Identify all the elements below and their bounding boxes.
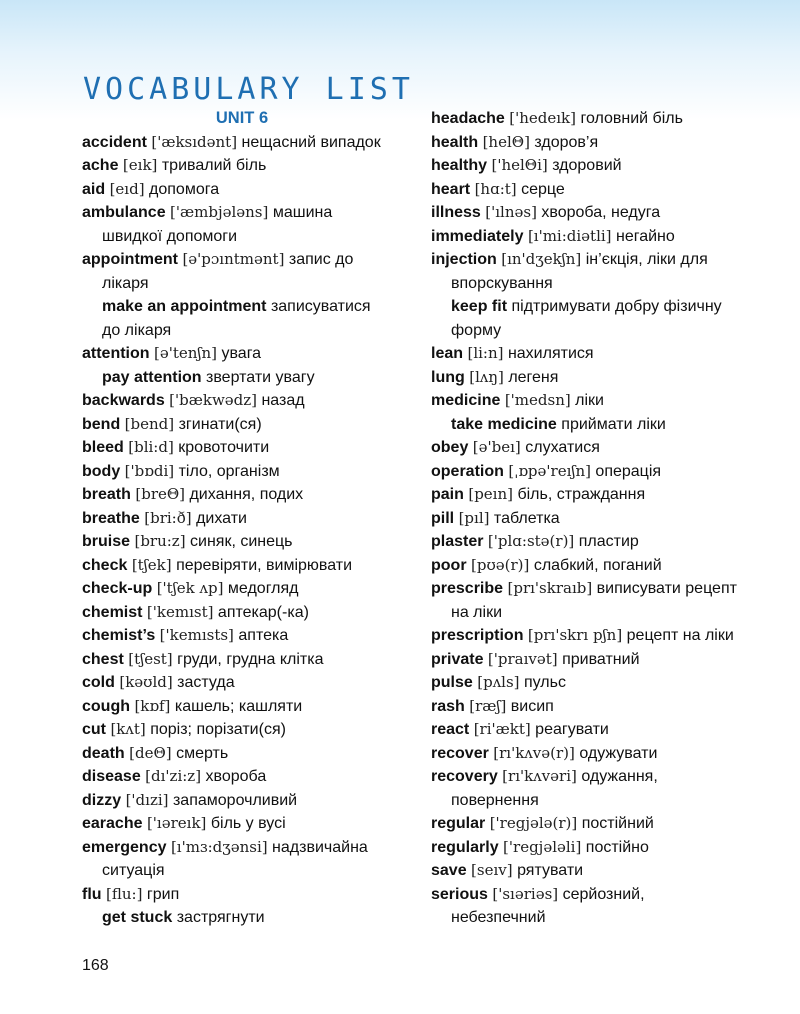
vocab-line (82, 201, 402, 225)
headword: get stuck (102, 909, 173, 926)
vocab-line (431, 342, 761, 366)
transcription: [bri:ð] (144, 508, 192, 527)
transcription: ['bækwədz] (169, 391, 258, 409)
headword: serious (431, 885, 488, 903)
transcription: [peın] (468, 485, 513, 503)
vocab-line (82, 413, 402, 437)
translation: рятувати (517, 862, 584, 879)
transcription: ['bɒdi] (124, 461, 175, 480)
transcription: ['regjələ(r)] (489, 814, 578, 832)
vocab-line (431, 413, 761, 437)
headword: chest (82, 650, 124, 668)
vocab-line (82, 648, 402, 672)
vocab-line (431, 389, 761, 413)
translation: реагувати (535, 721, 609, 738)
translation: ситуація (102, 862, 165, 879)
headword: accident (82, 133, 147, 151)
headword: keep fit (451, 298, 508, 315)
vocab-line (82, 859, 402, 883)
transcription: ['plɑ:stə(r)] (487, 532, 575, 550)
headword: recover (431, 744, 489, 762)
headword: obey (431, 439, 469, 456)
headword: plaster (431, 533, 484, 550)
headword: poor (431, 556, 467, 574)
transcription: [ə'pɔıntmənt] (182, 250, 285, 268)
headword: operation (431, 462, 504, 480)
vocab-line (82, 225, 402, 249)
translation: застрягнути (176, 909, 265, 926)
vocab-line (431, 366, 761, 390)
headword: illness (431, 204, 481, 221)
vocab-line (431, 272, 761, 296)
translation: біль, страждання (517, 486, 646, 503)
vocab-line (82, 389, 402, 413)
translation: здоров’я (534, 133, 599, 151)
translation: підтримувати добру фізичну (511, 298, 722, 315)
transcription: ['æmbjələns] (170, 203, 269, 221)
translation: звертати увагу (206, 368, 315, 386)
vocab-line (431, 554, 761, 578)
translation: тривалий біль (161, 157, 267, 174)
translation: приймати ліки (561, 415, 666, 433)
headword: death (82, 744, 125, 762)
vocab-line (82, 742, 402, 766)
translation: слухатися (525, 439, 600, 456)
transcription: [li:n] (467, 344, 504, 362)
headword: cut (82, 721, 106, 738)
translation: назад (261, 392, 305, 409)
vocab-line (82, 624, 402, 648)
transcription: [ri'ækt] (473, 720, 531, 738)
translation: нещасний випадок (241, 133, 381, 151)
vocab-line (82, 671, 402, 695)
transcription: [tʃest] (128, 649, 173, 668)
headword: medicine (431, 392, 501, 409)
unit-heading: UNIT 6 (215, 109, 269, 127)
translation: запаморочливий (172, 791, 298, 809)
translation: негайно (616, 227, 675, 245)
headword: chemist (82, 603, 143, 621)
translation: аптека (238, 627, 289, 644)
vocab-line (82, 883, 402, 907)
translation: дихання, подих (189, 486, 304, 503)
translation: хвороба (205, 768, 267, 785)
headword: attention (82, 345, 150, 362)
transcription: ['helΘi] (491, 156, 548, 174)
vocab-line (431, 883, 761, 907)
transcription: [ın'dʒekʃn] (501, 250, 582, 268)
vocab-line (82, 178, 402, 202)
translation: швидкої допомоги (102, 227, 238, 245)
headword: take medicine (451, 415, 557, 433)
translation: лікаря (102, 274, 149, 292)
vocab-line (82, 554, 402, 578)
vocab-line (431, 295, 761, 319)
transcription: ['praıvət] (487, 649, 558, 668)
headword: dizzy (82, 791, 122, 809)
vocab-line (82, 789, 402, 813)
transcription: [seıv] (471, 861, 513, 879)
transcription: ['sıəriəs] (492, 884, 559, 903)
translation: головний біль (580, 110, 683, 127)
vocab-line (431, 178, 761, 202)
right-entry-list (431, 107, 761, 930)
headword: earache (82, 815, 143, 832)
vocab-line (431, 154, 761, 178)
headword: cough (82, 697, 130, 715)
transcription: [prı'skraıb] (507, 579, 593, 597)
headword: heart (431, 180, 471, 198)
headword: backwards (82, 392, 165, 409)
translation: перевіряти, вимірювати (176, 556, 353, 574)
headword: pill (431, 509, 455, 527)
vocab-line (82, 248, 402, 272)
headword: check (82, 556, 128, 574)
transcription: [tʃek] (131, 555, 172, 574)
vocab-line (82, 507, 402, 531)
translation: хвороба, недуга (541, 204, 661, 221)
transcription: [ı'mɜ:dʒənsi] (170, 837, 268, 856)
vocab-line (82, 577, 402, 601)
vocab-line (82, 530, 402, 554)
transcription: [bli:d] (128, 438, 174, 456)
vocab-line (82, 460, 402, 484)
page-title: VOCABULARY LIST (83, 72, 414, 108)
headword: react (431, 721, 470, 738)
translation: пластир (578, 533, 639, 550)
headword: immediately (431, 227, 524, 245)
translation: допомога (149, 180, 220, 198)
headword: save (431, 862, 467, 879)
translation: аптекар(-ка) (217, 603, 309, 621)
translation: синяк, синець (190, 533, 293, 550)
translation: поріз; порізати(ся) (150, 721, 286, 738)
vocab-line (82, 131, 402, 155)
transcription: ['tʃek ʌp] (156, 579, 224, 597)
headword: appointment (82, 251, 178, 268)
vocab-line (431, 601, 761, 625)
translation: рецепт на ліки (626, 627, 734, 644)
headword: body (82, 462, 121, 480)
translation: записуватися (270, 298, 371, 315)
vocab-line (431, 507, 761, 531)
vocab-line (82, 812, 402, 836)
translation: виписувати рецепт (596, 580, 737, 597)
transcription: ['æksıdənt] (151, 132, 238, 151)
vocab-line (82, 295, 402, 319)
transcription: [pıl] (458, 508, 490, 527)
transcription: [flu:] (106, 884, 143, 903)
page-number: 168 (82, 957, 109, 974)
headword: headache (431, 110, 505, 127)
vocab-line (82, 272, 402, 296)
translation: таблетка (493, 509, 560, 527)
vocab-line (431, 131, 761, 155)
headword: check-up (82, 580, 153, 597)
headword: ambulance (82, 204, 166, 221)
transcription: ['ıəreık] (146, 814, 207, 832)
translation: впорскування (451, 274, 553, 292)
transcription: [kɒf] (134, 696, 171, 715)
vocab-line (431, 107, 761, 131)
left-entry-list (82, 131, 402, 930)
headword: prescribe (431, 580, 504, 597)
headword: bend (82, 415, 121, 433)
vocab-line (82, 366, 402, 390)
vocab-line (431, 460, 761, 484)
translation: нахилятися (507, 345, 594, 362)
translation: смерть (176, 744, 229, 762)
headword: emergency (82, 838, 167, 856)
transcription: ['hedeık] (509, 109, 576, 127)
vocab-line (82, 601, 402, 625)
translation: постійно (585, 838, 649, 856)
translation: легеня (508, 368, 559, 386)
transcription: ['regjələli] (503, 837, 582, 856)
vocab-line (82, 342, 402, 366)
translation: машина (272, 204, 333, 221)
headword: lung (431, 368, 465, 386)
headword: make an appointment (102, 298, 267, 315)
headword: health (431, 133, 479, 151)
vocab-line (82, 695, 402, 719)
headword: regularly (431, 838, 499, 856)
transcription: [bend] (124, 414, 175, 433)
translation: груди, грудна клітка (177, 650, 324, 668)
headword: cold (82, 674, 115, 691)
vocab-line (431, 695, 761, 719)
translation: кашель; кашляти (174, 697, 303, 715)
vocab-line (431, 648, 761, 672)
vocab-line (431, 765, 761, 789)
vocab-line (431, 225, 761, 249)
translation: здоровий (552, 157, 622, 174)
transcription: [lʌŋ] (469, 367, 504, 386)
translation: запис до (288, 251, 354, 268)
headword: pulse (431, 674, 473, 691)
transcription: [eıd] (109, 179, 145, 198)
headword: recovery (431, 768, 498, 785)
vocab-line (431, 624, 761, 648)
vocab-line (431, 201, 761, 225)
headword: bruise (82, 533, 131, 550)
vocab-line (82, 906, 402, 930)
vocab-line (431, 671, 761, 695)
transcription: [ə'beı] (472, 438, 521, 456)
vocab-line (431, 319, 761, 343)
vocab-line (431, 483, 761, 507)
translation: до лікаря (102, 321, 172, 339)
headword: regular (431, 815, 486, 832)
headword: lean (431, 345, 464, 362)
transcription: [bru:z] (134, 532, 186, 550)
vocab-line (431, 859, 761, 883)
translation: згинати(ся) (178, 415, 262, 433)
transcription: [ræʃ] (469, 696, 507, 715)
translation: повернення (451, 791, 539, 809)
translation: грип (146, 885, 180, 903)
translation: біль у вусі (210, 815, 286, 832)
vocab-line (431, 718, 761, 742)
vocab-line (431, 836, 761, 860)
translation: висип (510, 697, 554, 715)
headword: disease (82, 768, 141, 785)
vocab-line (431, 906, 761, 930)
transcription: [hɑ:t] (474, 179, 517, 198)
headword: prescription (431, 627, 524, 644)
headword: pay attention (102, 368, 202, 386)
translation: застуда (177, 674, 235, 691)
transcription: [ı'mi:diətli] (527, 226, 612, 245)
vocab-line (82, 436, 402, 460)
transcription: [pʌls] (477, 673, 520, 691)
translation: ін’єкція, ліки для (585, 251, 708, 268)
headword: flu (82, 885, 102, 903)
transcription: [eık] (122, 156, 158, 174)
transcription: [deΘ] (129, 743, 172, 762)
transcription: [ə'tenʃn] (154, 344, 218, 362)
translation: форму (451, 321, 502, 339)
vocabulary-column-left (82, 107, 402, 930)
headword: ache (82, 157, 119, 174)
vocab-line (431, 436, 761, 460)
vocab-line (82, 718, 402, 742)
transcription: ['dızi] (125, 790, 169, 809)
headword: pain (431, 486, 464, 503)
headword: aid (82, 180, 106, 198)
translation: приватний (562, 650, 640, 668)
transcription: ['kemısts] (159, 626, 234, 644)
transcription: ['medsn] (504, 391, 571, 409)
transcription: [helΘ] (482, 132, 530, 151)
translation: слабкий, поганий (533, 556, 662, 574)
headword: bleed (82, 439, 124, 456)
headword: injection (431, 251, 497, 268)
headword: breath (82, 486, 131, 503)
translation: операція (595, 462, 662, 480)
vocab-line (82, 483, 402, 507)
translation: тіло, організм (178, 462, 280, 480)
transcription: ['kemıst] (146, 602, 214, 621)
transcription: [rı'kʌvə(r)] (493, 743, 575, 762)
vocab-line (82, 765, 402, 789)
vocab-line (82, 836, 402, 860)
translation: небезпечний (451, 909, 546, 926)
transcription: [prı'skrı pʃn] (527, 626, 623, 644)
headword: private (431, 650, 484, 668)
translation: серце (521, 180, 565, 198)
translation: увага (221, 345, 262, 362)
transcription: [kʌt] (110, 720, 146, 738)
headword: healthy (431, 157, 488, 174)
vocab-line (431, 530, 761, 554)
vocabulary-column-right (431, 107, 761, 930)
headword: breathe (82, 509, 140, 527)
headword: rash (431, 697, 465, 715)
transcription: [ˌɒpə'reıʃn] (508, 461, 591, 480)
vocab-line (82, 154, 402, 178)
translation: дихати (196, 509, 247, 527)
translation: ліки (575, 392, 604, 409)
vocab-line (431, 812, 761, 836)
translation: на ліки (451, 603, 503, 621)
translation: медогляд (227, 580, 299, 597)
translation: постійний (581, 815, 654, 832)
vocab-line (431, 248, 761, 272)
translation: пульс (523, 674, 566, 691)
transcription: [breΘ] (135, 485, 186, 503)
vocab-line (82, 319, 402, 343)
vocab-line (431, 577, 761, 601)
transcription: [pʊə(r)] (471, 555, 530, 574)
headword: chemist’s (82, 627, 156, 644)
translation: надзвичайна (272, 838, 368, 856)
translation: одужання, (581, 768, 658, 785)
transcription: [rı'kʌvəri] (502, 767, 577, 785)
vocab-line (431, 742, 761, 766)
vocab-line (431, 789, 761, 813)
transcription: [dı'zi:z] (145, 767, 202, 785)
transcription: [kəʊld] (119, 673, 173, 691)
transcription: ['ılnəs] (485, 203, 537, 221)
translation: серйозний, (562, 885, 645, 903)
translation: кровоточити (178, 439, 270, 456)
translation: одужувати (579, 744, 658, 762)
